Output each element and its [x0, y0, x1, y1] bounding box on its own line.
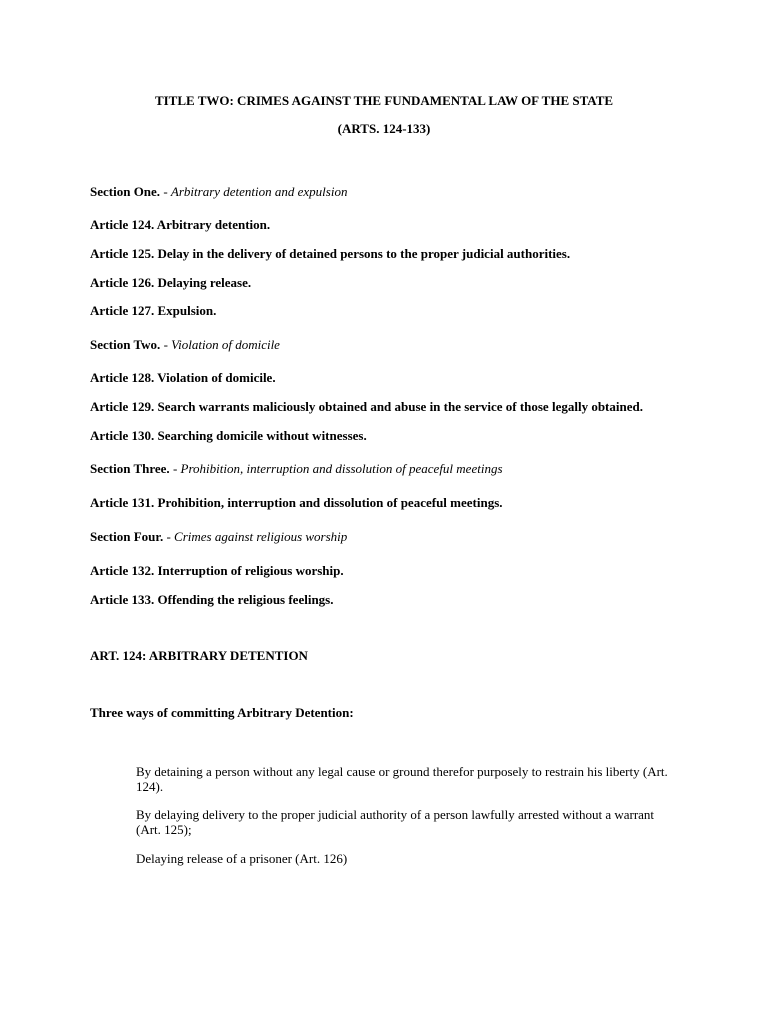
ways-list-item: By delaying delivery to the proper judicial authority of a person lawfully arrested without a warrant (Art. 125); — [136, 807, 655, 837]
section-separator: - — [160, 337, 172, 352]
article-entry: Article 130. Searching domicile without witnesses. — [90, 428, 367, 443]
section-label: Section Two. — [90, 337, 161, 352]
section-description: Crimes against religious worship — [174, 529, 348, 544]
article-entry: Article 126. Delaying release. — [90, 275, 252, 290]
ways-list-item: By detaining a person without any legal cause or ground therefor purposely to restrain his liberty (Art. 124). — [136, 764, 668, 794]
section-heading — [90, 529, 347, 545]
section-label: Section One. — [90, 184, 161, 199]
ways-list-item: Delaying release of a prisoner (Art. 126) — [136, 851, 348, 866]
article-entry: Article 128. Violation of domicile. — [90, 370, 276, 385]
document-title: TITLE TWO: CRIMES AGAINST THE FUNDAMENTAL LAW OF THE STATE — [154, 93, 614, 108]
art124-heading: ART. 124: ARBITRARY DETENTION — [90, 648, 308, 663]
section-separator: - — [160, 184, 171, 199]
article-entry: Article 127. Expulsion. — [90, 303, 217, 318]
section-separator: - — [169, 461, 181, 476]
section-heading — [90, 184, 347, 200]
document-subtitle: (ARTS. 124-133) — [337, 121, 431, 136]
section-separator: - — [163, 529, 175, 544]
article-entry: Article 131. Prohibition, interruption and dissolution of peaceful meetings. — [90, 495, 503, 510]
article-entry: Article 132. Interruption of religious worship. — [90, 563, 344, 578]
section-heading — [90, 461, 503, 477]
section-description: Violation of domicile — [171, 337, 280, 352]
article-entry: Article 124. Arbitrary detention. — [90, 217, 271, 232]
section-label: Section Four. — [90, 529, 164, 544]
section-description: Prohibition, interruption and dissolution of peaceful meetings — [180, 461, 503, 476]
section-heading — [90, 337, 280, 353]
ways-heading: Three ways of committing Arbitrary Detention: — [90, 705, 354, 720]
article-entry: Article 125. Delay in the delivery of detained persons to the proper judicial authorities. — [90, 246, 571, 261]
section-label: Section Three. — [90, 461, 170, 476]
article-entry: Article 133. Offending the religious feelings. — [90, 592, 334, 607]
section-description: Arbitrary detention and expulsion — [170, 184, 348, 199]
article-entry: Article 129. Search warrants maliciously obtained and abuse in the service of those legally obtained. — [90, 399, 643, 414]
